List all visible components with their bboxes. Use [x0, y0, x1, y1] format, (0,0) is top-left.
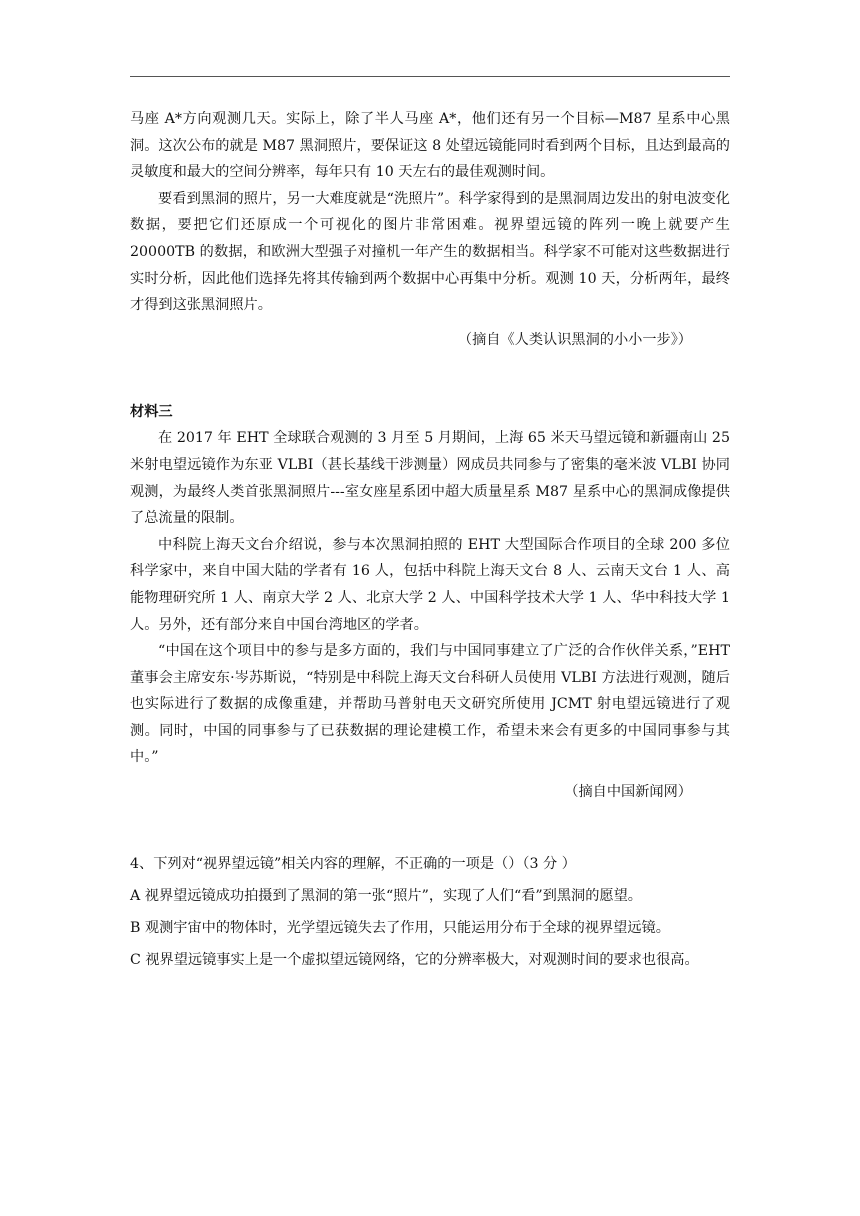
source-citation: （摘自中国新闻网）: [564, 784, 692, 801]
header-rule: [130, 76, 730, 77]
paragraph: 中科院上海天文台介绍说，参与本次黑洞拍照的 EHT 大型国际合作项目的全球 200 多位科学家中，来自中国大陆的学者有 16 人，包括中科院上海天文台 8 人、云南天文台 1 人、高能物理研究所 1 人、南京大学 2 人、北京大学 2 人、中国科学技术大学 1 人、华中科技大学 1 人。另外，还有部分来自中国台湾地区的学者。: [130, 536, 730, 633]
option-c: C 视界望远镜事实上是一个虚拟望远镜网络，它的分辨率极大，对观测时间的要求也很高。: [130, 951, 699, 968]
paragraph: 在 2017 年 EHT 全球联合观测的 3 月至 5 月期间，上海 65 米天马望远镜和新疆南山 25 米射电望远镜作为东亚 VLBI（甚长基线干涉测量）网成员共同参与了密集的毫米波 VLBI 协同观测，为最终人类首张黑洞照片---室女座星系团中超大质量星系 M87 星系中心的黑洞成像提供了总流量的限制。: [130, 430, 730, 527]
option-b: B 观测宇宙中的物体时，光学望远镜失去了作用，只能运用分布于全球的视界望远镜。: [130, 919, 670, 936]
document-body: [130, 106, 730, 976]
question-block: [130, 848, 730, 976]
paragraph: 要看到黑洞的照片，另一大难度就是“洗照片”。科学家得到的是黑洞周边发出的射电波变化数据，要把它们还原成一个可视化的图片非常困难。视界望远镜的阵列一晚上就要产生 20000TB 的数据，和欧洲大型强子对撞机一年产生的数据相当。科学家不可能对这些数据进行实时分析，因此他们选择先将其传输到两个数据中心再集中分析。观测 10 天，分析两年，最终才得到这张黑洞照片。: [130, 190, 730, 314]
source-citation: （摘自《人类认识黑洞的小小一步》）: [457, 331, 692, 348]
option-a: A 视界望远镜成功拍摄到了黑洞的第一张“照片”，实现了人们“看”到黑洞的愿望。: [130, 887, 642, 904]
paragraph: “中国在这个项目中的参与是多方面的，我们与中国同事建立了广泛的合作伙伴关系，”EHT 董事会主席安东·岑苏斯说，“特别是中科院上海天文台科研人员使用 VLBI 方法进行观测，随后也实际进行了数据的成像重建，并帮助马普射电天文研究所使用 JCMT 射电望远镜进行了观测。同时，中国的同事参与了已获数据的理论建模工作，希望未来会有更多的中国同事参与其中。”: [130, 643, 730, 766]
section-heading: 材料三: [130, 404, 173, 421]
question-stem: 4、下列对“视界望远镜”相关内容的理解，不正确的一项是（）（3 分 ）: [130, 855, 576, 872]
paragraph: 马座 A*方向观测几天。实际上，除了半人马座 A*，他们还有另一个目标—M87 星系中心黑洞。这次公布的就是 M87 黑洞照片，要保证这 8 处望远镜能同时看到两个目标，且达到最高的灵敏度和最大的空间分辨率，每年只有 10 天左右的最佳观测时间。: [130, 111, 730, 181]
